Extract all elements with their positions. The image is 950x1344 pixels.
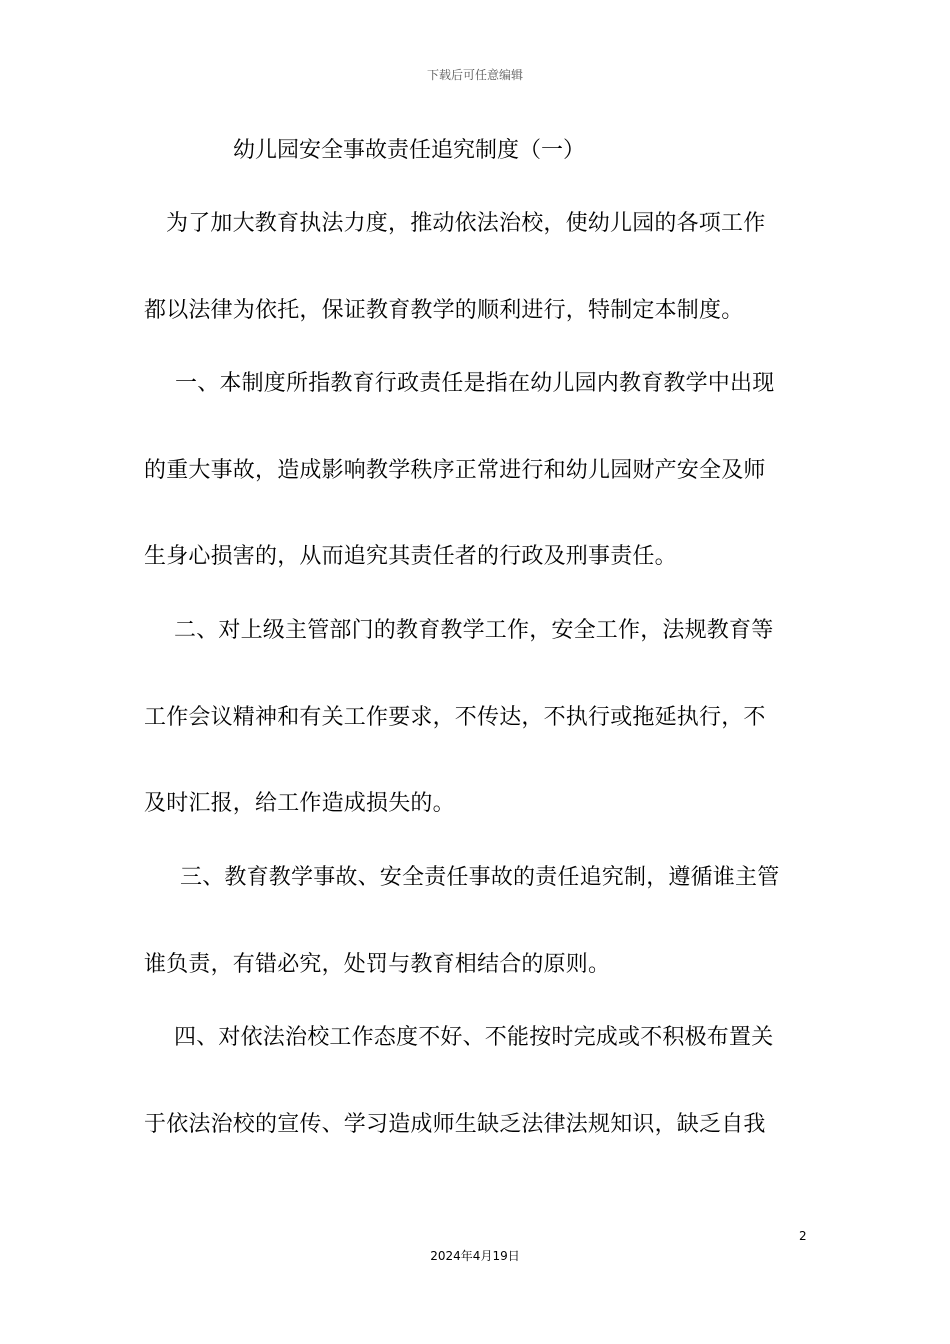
paragraph-line: 工作会议精神和有关工作要求，不传达，不执行或拖延执行，不 xyxy=(144,705,766,730)
paragraph-line: 于依法治校的宣传、学习造成师生缺乏法律法规知识，缺乏自我 xyxy=(144,1112,766,1137)
paragraph-line: 四、对依法治校工作态度不好、不能按时完成或不积极布置关 xyxy=(174,1025,774,1050)
footer-date: 2024年4月19日 xyxy=(430,1249,520,1263)
paragraph-line: 生身心损害的，从而追究其责任者的行政及刑事责任。 xyxy=(144,544,677,569)
paragraph-line: 都以法律为依托，保证教育教学的顺利进行，特制定本制度。 xyxy=(144,298,744,323)
paragraph-line: 一、本制度所指教育行政责任是指在幼儿园内教育教学中出现 xyxy=(175,371,775,396)
page-number: 2 xyxy=(799,1229,807,1243)
paragraph-line: 的重大事故，造成影响教学秩序正常进行和幼儿园财产安全及师 xyxy=(144,458,766,483)
paragraph-line: 三、教育教学事故、安全责任事故的责任追究制，遵循谁主管 xyxy=(180,865,780,890)
paragraph-line: 二、对上级主管部门的教育教学工作，安全工作，法规教育等 xyxy=(174,618,774,643)
paragraph-line: 及时汇报，给工作造成损失的。 xyxy=(144,791,455,816)
document-title: 幼儿园安全事故责任追究制度（一） xyxy=(233,138,586,163)
paragraph-line: 谁负责，有错必究，处罚与教育相结合的原则。 xyxy=(144,952,611,977)
paragraph-line: 为了加大教育执法力度，推动依法治校，使幼儿园的各项工作 xyxy=(166,211,766,236)
header-note: 下载后可任意编辑 xyxy=(426,68,523,82)
